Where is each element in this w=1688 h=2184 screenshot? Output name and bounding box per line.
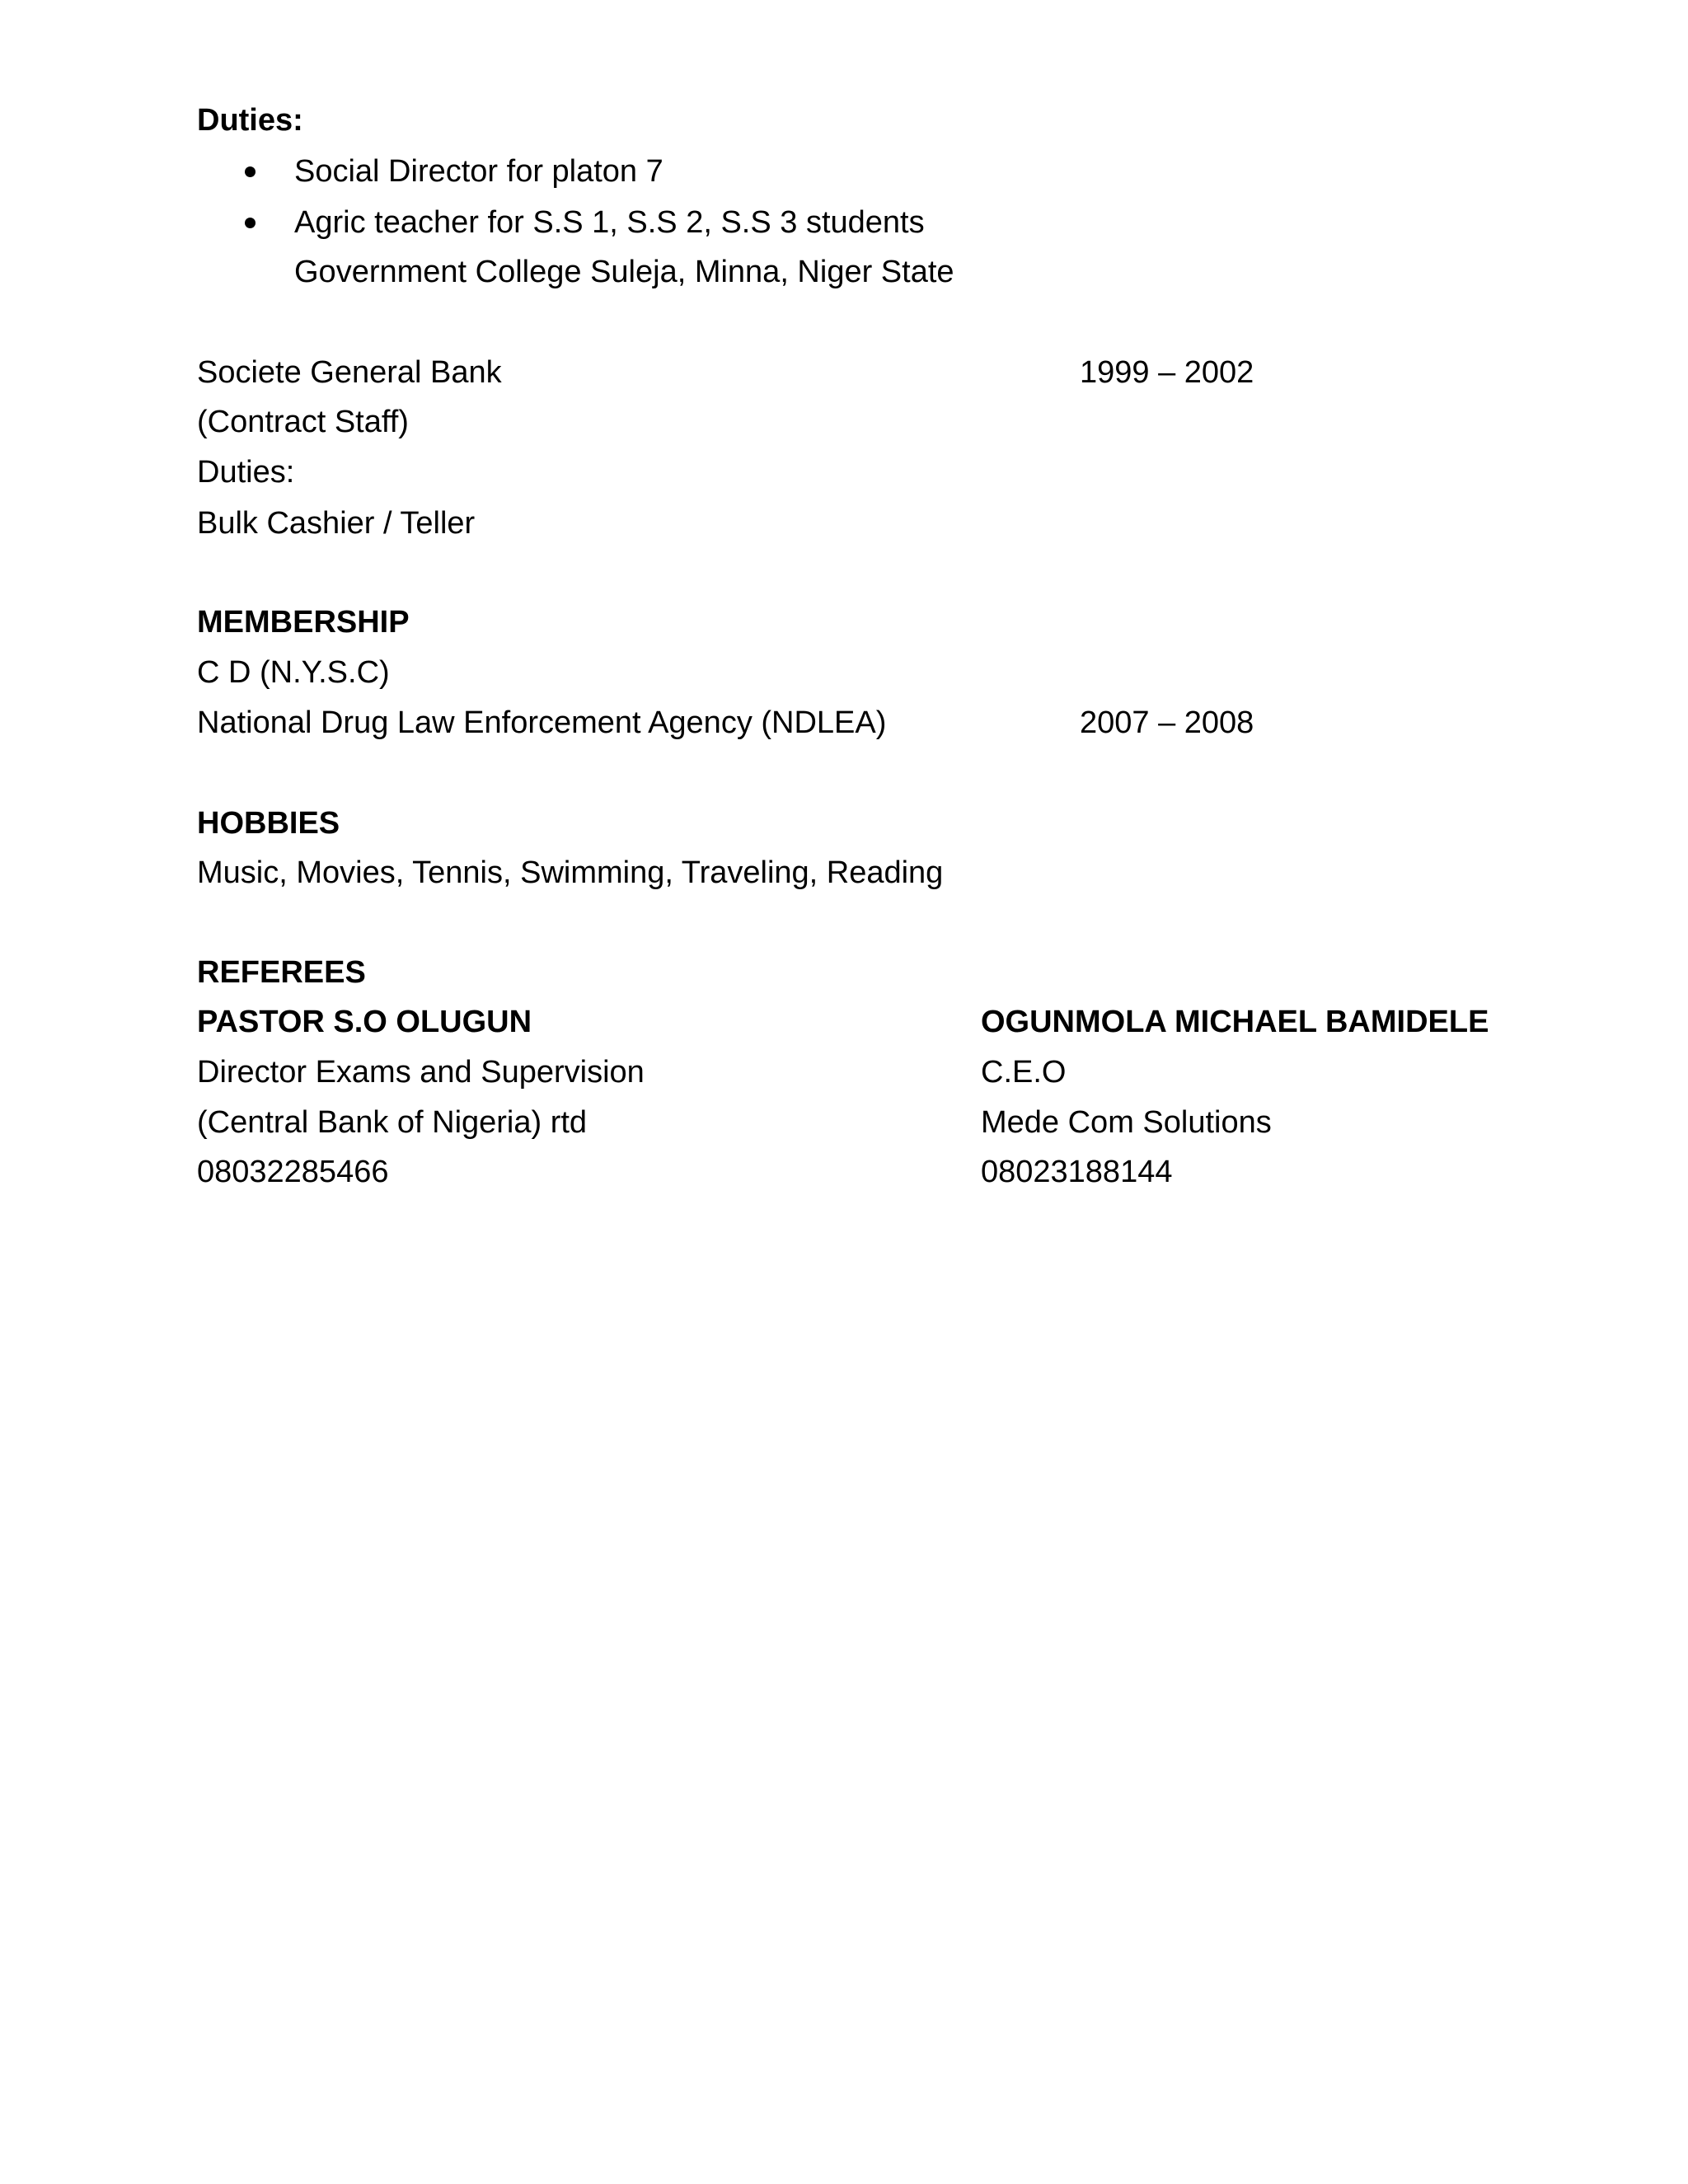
bullet-icon — [245, 218, 256, 228]
hobbies-heading: HOBBIES — [197, 806, 340, 841]
employment-duty: Bulk Cashier / Teller — [197, 506, 476, 541]
referee-1-organization: (Central Bank of Nigeria) rtd — [197, 1105, 588, 1140]
referee-1-title: Director Exams and Supervision — [197, 1055, 645, 1090]
duty-bullet-2: Agric teacher for S.S 1, S.S 2, S.S 3 students — [294, 205, 925, 240]
bullet-icon — [245, 166, 256, 177]
duty-bullet-1: Social Director for platon 7 — [294, 154, 663, 189]
employment-period: 1999 – 2002 — [1080, 355, 1254, 390]
employer-name: Societe General Bank — [197, 355, 502, 390]
referees-heading: REFEREES — [197, 955, 366, 990]
referee-2-title: C.E.O — [981, 1055, 1067, 1090]
duties-heading: Duties: — [197, 103, 303, 138]
referee-1-phone: 08032285466 — [197, 1155, 389, 1189]
hobbies-text: Music, Movies, Tennis, Swimming, Traveling, Reading — [197, 855, 944, 890]
employment-duties-label: Duties: — [197, 455, 295, 490]
employment-status: (Contract Staff) — [197, 405, 409, 439]
referee-1-name: PASTOR S.O OLUGUN — [197, 1005, 532, 1039]
membership-item-2: National Drug Law Enforcement Agency (NDLEA) — [197, 705, 887, 740]
membership-item-1: C D (N.Y.S.C) — [197, 655, 390, 690]
duty-bullet-2-continuation: Government College Suleja, Minna, Niger State — [294, 255, 954, 289]
referee-2-organization: Mede Com Solutions — [981, 1105, 1272, 1140]
referee-2-phone: 08023188144 — [981, 1155, 1173, 1189]
referee-2-name: OGUNMOLA MICHAEL BAMIDELE — [981, 1005, 1489, 1039]
membership-heading: MEMBERSHIP — [197, 605, 410, 640]
membership-item-2-period: 2007 – 2008 — [1080, 705, 1254, 740]
